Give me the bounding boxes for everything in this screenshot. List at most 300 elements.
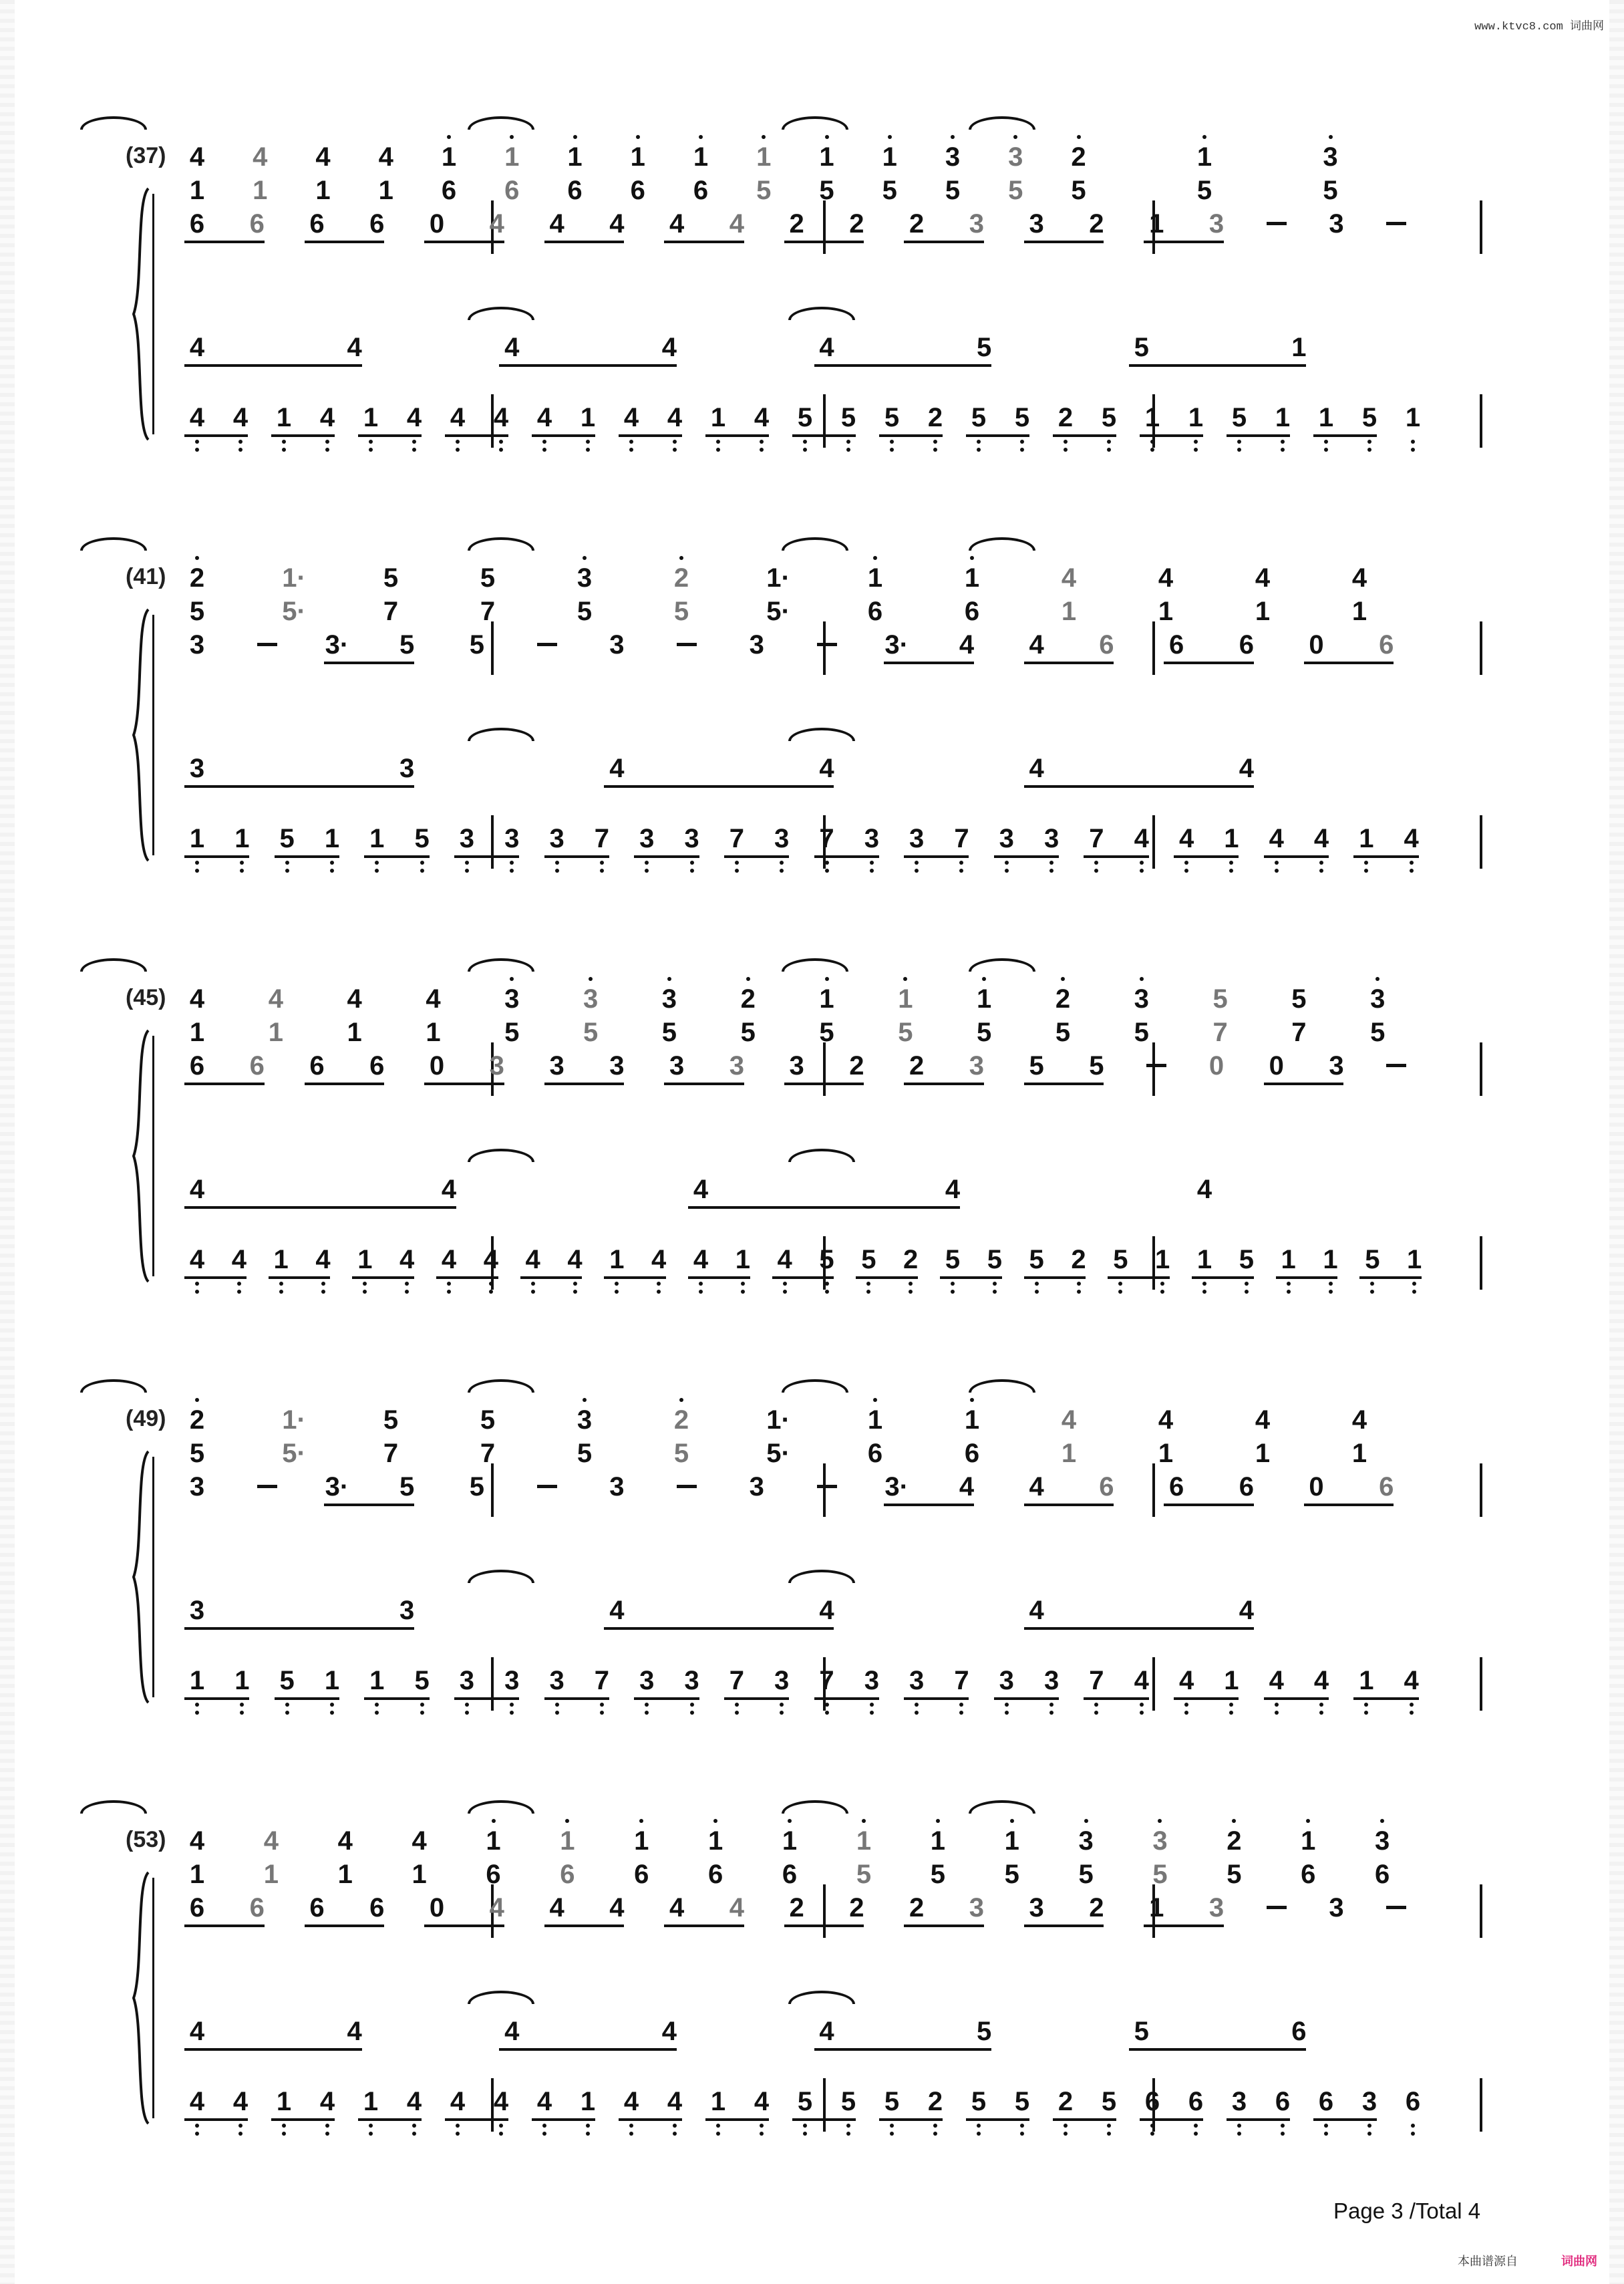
eighth-beam [358,434,422,437]
octave-dot [369,2124,373,2128]
octave-dot [970,556,974,560]
octave-dot [195,2124,199,2128]
octave-dot [716,448,720,452]
tie-slur [969,958,1035,972]
octave-dot [936,1819,940,1823]
footer-source-text: 本曲谱源自 [1457,2255,1518,2268]
eighth-beam [904,1083,984,1085]
eighth-beam [1024,1924,1104,1927]
octave-dot [803,2132,807,2136]
octave-dot [982,977,986,981]
octave-dot [237,1282,241,1286]
octave-dot [412,448,416,452]
note: 6 [1405,2087,1421,2116]
eighth-beam [275,855,339,858]
note: 6 [964,1439,980,1468]
note: 7 [1212,1018,1228,1047]
note: 3 [189,1596,205,1625]
note: 4 [504,2017,520,2046]
note: 7 [819,824,834,853]
octave-dot [465,861,469,865]
octave-dot [890,440,894,444]
barline-upper [1480,1042,1482,1096]
octave-dot [825,1711,829,1715]
octave-dot [1064,448,1068,452]
octave-dot [510,977,514,981]
note: 4 [1178,1666,1194,1695]
note: 5 [1089,1051,1104,1081]
note: 3 [583,984,599,1014]
octave-dot [555,869,559,873]
eighth-beam [814,364,992,367]
note: 4 [189,1826,205,1856]
note: 5 [882,176,897,205]
note: 3 [639,824,655,853]
octave-dot [1158,1819,1162,1823]
tie-slur [782,1800,848,1814]
note: 5· [766,1439,790,1468]
octave-dot [1020,448,1024,452]
eighth-beam [904,1697,969,1700]
octave-dot [510,869,514,873]
note: 5 [1361,403,1377,432]
eighth-beam [1024,1627,1254,1630]
eighth-beam [184,2048,362,2051]
octave-dot [1184,869,1188,873]
note: 4 [525,1245,540,1274]
note: 1 [273,1245,289,1274]
octave-dot [1160,1282,1164,1286]
octave-dot [1275,1711,1279,1715]
note: 1 [1155,1245,1170,1274]
sustain-dash [1146,1064,1166,1067]
octave-dot [846,448,850,452]
note: 5 [1014,2087,1030,2116]
note: 4 [319,403,335,432]
octave-dot [1035,1290,1039,1294]
barline-lower [1480,815,1482,869]
note: 1 [580,403,596,432]
octave-dot [1005,1711,1009,1715]
note: 6 [1374,1860,1390,1889]
note: 3 [609,1051,625,1081]
eighth-beam [604,1276,666,1279]
note: 5 [383,1405,399,1435]
octave-dot [1281,2132,1285,2136]
note: 1 [1351,597,1367,626]
tie-slur [788,1149,855,1162]
tie-slur [782,1379,848,1393]
note: 4 [1351,563,1367,593]
eighth-beam [1108,1276,1170,1279]
octave-dot [195,1282,199,1286]
octave-dot [1275,861,1279,865]
octave-dot [780,869,784,873]
octave-dot [1232,1819,1236,1823]
octave-dot [1364,861,1368,865]
eighth-beam [1359,1276,1422,1279]
octave-dot [237,1290,241,1294]
octave-dot [195,1711,199,1715]
octave-dot [1194,440,1198,444]
octave-dot [285,861,289,865]
octave-dot [1306,1819,1310,1823]
octave-dot [873,556,877,560]
octave-dot [741,1290,745,1294]
note: 4 [1134,824,1149,853]
eighth-beam [532,434,595,437]
octave-dot [1229,1711,1233,1715]
note: 1 [710,403,726,432]
tie-slur [468,1570,534,1583]
note: 5 [279,824,295,853]
octave-dot [1077,1290,1081,1294]
eighth-beam [1024,241,1104,243]
octave-dot [447,1290,451,1294]
note: 5 [977,1018,992,1047]
note: 3 [189,754,205,783]
octave-dot [1329,1290,1333,1294]
note: 4 [347,333,362,362]
octave-dot [870,1711,874,1715]
note: 7 [1089,824,1104,853]
note: 5 [189,1439,205,1468]
note: 4 [609,1596,625,1625]
note: 4 [693,1245,709,1274]
octave-dot [825,1282,829,1286]
note: 4 [729,209,744,239]
octave-dot [1077,1282,1081,1286]
octave-dot [510,1711,514,1715]
note: 4 [189,1245,205,1274]
note: 5 [577,1439,593,1468]
octave-dot [238,440,242,444]
octave-dot [1118,1290,1122,1294]
eighth-beam [634,855,699,858]
octave-dot [1412,1282,1416,1286]
eighth-beam [814,855,879,858]
octave-dot [489,1290,493,1294]
tie-slur [969,116,1035,130]
octave-dot [195,440,199,444]
note: 5 [740,1018,756,1047]
note: 1 [357,1245,373,1274]
note: 1 [693,142,709,172]
note: 3 [1029,209,1044,239]
note: 1 [315,176,331,205]
note: 6 [1168,630,1184,660]
note: 4 [441,1245,457,1274]
page-indicator: Page 3 /Total 4 [1333,2198,1481,2223]
octave-dot [282,448,286,452]
note: 2 [849,209,864,239]
eighth-beam [1140,2118,1203,2121]
note: 4 [536,403,552,432]
eighth-beam [619,2118,682,2121]
eighth-beam [271,434,335,437]
octave-dot [1380,1819,1384,1823]
octave-dot [375,861,379,865]
octave-dot [238,448,242,452]
note: 5 [977,2017,992,2046]
sustain-dash [1386,1064,1406,1067]
note: 4 [406,403,422,432]
octave-dot [1411,448,1415,452]
octave-dot [760,2132,764,2136]
octave-dot [735,1711,739,1715]
note: 5 [1370,1018,1386,1047]
note: 3 [189,630,205,660]
note: 1 [1061,1439,1077,1468]
note: 5 [1071,176,1086,205]
octave-dot [993,1282,997,1286]
octave-dot [1107,448,1111,452]
octave-dot [555,1703,559,1707]
barline-upper [823,1463,826,1517]
note: 0 [429,1051,445,1081]
eighth-beam [994,1697,1059,1700]
note: 4 [426,984,441,1014]
eighth-beam [184,1697,249,1700]
note: 1 [347,1018,362,1047]
eighth-beam [1353,1697,1418,1700]
barline-lower [1480,1657,1482,1711]
eighth-beam [1304,1504,1394,1506]
note: 2 [1058,403,1074,432]
note: 4 [483,1245,498,1274]
grand-staff-brace [131,608,151,865]
note: 1 [964,563,980,593]
note: 1 [882,142,897,172]
eighth-beam [884,662,974,664]
eighth-beam [814,2048,992,2051]
note: 5 [1101,403,1117,432]
note: 4 [189,333,205,362]
note: 6 [1318,2087,1334,2116]
note: 3 [459,824,475,853]
eighth-beam [184,1627,414,1630]
octave-dot [862,1819,866,1823]
octave-dot [1107,2124,1111,2128]
octave-dot [456,440,460,444]
eighth-beam [1024,1083,1104,1085]
note: 3 [1029,1893,1044,1922]
note: 3 [609,630,625,660]
octave-dot [890,2124,894,2128]
eighth-beam [1084,1697,1148,1700]
octave-dot [760,2124,764,2128]
barline-upper [1152,1042,1155,1096]
eighth-beam [1174,855,1239,858]
note: 0 [1309,1472,1324,1502]
octave-dot [1281,440,1285,444]
system-start-line [152,1036,154,1276]
note: 4 [661,2017,677,2046]
octave-dot [321,1290,325,1294]
system-start-line [152,1878,154,2118]
note: 5 [1055,1018,1071,1047]
octave-dot [1107,2132,1111,2136]
octave-dot [615,1282,619,1286]
octave-dot [803,440,807,444]
octave-dot [1411,440,1415,444]
eighth-beam [499,364,677,367]
note: 5 [1227,1860,1242,1889]
octave-dot [1319,869,1323,873]
eighth-beam [1264,1083,1344,1085]
octave-dot [195,1703,199,1707]
octave-dot [1364,1703,1368,1707]
octave-dot [629,2132,633,2136]
eighth-beam [1129,2048,1307,2051]
note: 7 [954,1666,969,1695]
note: 4 [263,1826,279,1856]
octave-dot [825,861,829,865]
eighth-beam [184,1276,247,1279]
note: 3 [749,630,764,660]
note: 3 [661,984,677,1014]
note: 1 [1158,597,1174,626]
octave-dot [412,2132,416,2136]
note: 7 [383,1439,399,1468]
octave-dot [780,861,784,865]
note: 5 [987,1245,1002,1274]
note: 2 [1071,1245,1086,1274]
eighth-beam [184,241,265,243]
octave-dot [1319,1703,1323,1707]
note: 3 [969,1051,985,1081]
octave-dot [933,440,937,444]
note: 4 [189,2017,205,2046]
note: 6 [1144,2087,1160,2116]
octave-dot [1275,869,1279,873]
tie-slur [788,1991,855,2004]
octave-dot [1140,861,1144,865]
note: 6 [309,209,325,239]
sustain-dash [1386,1906,1406,1909]
note: 4 [232,403,249,432]
footer-logo: 词曲网 [1561,2255,1597,2268]
eighth-beam [184,1083,265,1085]
octave-dot [1287,1290,1291,1294]
eighth-beam [544,1924,625,1927]
octave-dot [238,2132,242,2136]
note: 6 [486,1860,501,1889]
eighth-beam [305,1924,385,1927]
note: 5 [1239,1245,1254,1274]
octave-dot [1367,2124,1371,2128]
note: 6 [189,1051,205,1081]
note: 4 [347,984,362,1014]
system-5 [0,1804,1624,2178]
note: 5 [661,1018,677,1047]
eighth-beam [1164,1504,1254,1506]
octave-dot [690,1703,694,1707]
octave-dot [1094,861,1098,865]
note: 1 [856,1826,872,1856]
note: 3 [774,824,790,853]
octave-dot [1049,861,1053,865]
octave-dot [583,556,587,560]
octave-dot [1324,2124,1328,2128]
octave-dot [645,869,649,873]
octave-dot [489,1282,493,1286]
octave-dot [195,861,199,865]
measure-number: (45) [126,985,166,1010]
octave-dot [195,448,199,452]
eighth-beam [688,1276,750,1279]
note: 0 [1269,1051,1284,1081]
note: 3 [489,1051,504,1081]
note: 1 [234,824,250,853]
octave-dot [1202,1290,1206,1294]
system-start-line [152,1457,154,1697]
note: 5 [1101,2087,1117,2116]
note: 7 [480,1439,496,1468]
octave-dot [1160,1290,1164,1294]
grand-staff-brace [131,1029,151,1286]
octave-dot [321,1282,325,1286]
octave-dot [195,1290,199,1294]
eighth-beam [1144,241,1224,243]
octave-dot [510,1703,514,1707]
note: 1 [634,1826,649,1856]
barline-upper [823,200,826,254]
note: 3 [1043,824,1060,853]
note: 2 [903,1245,919,1274]
sustain-dash [257,1485,277,1488]
sustain-dash [817,643,837,646]
octave-dot [699,1290,703,1294]
octave-dot [195,556,199,560]
note: 4 [504,333,520,362]
note: 5 [279,1666,295,1695]
octave-dot [465,1711,469,1715]
octave-dot [679,556,683,560]
note: 3 [864,824,879,853]
note: 6 [249,1051,265,1081]
note: 4 [412,1826,427,1856]
note: 1 [819,984,834,1014]
note: 4 [729,1893,744,1922]
octave-dot [1064,2132,1068,2136]
note: 1 [1323,1245,1338,1274]
octave-dot [282,2124,286,2128]
note: 7 [1089,1666,1104,1695]
octave-dot [690,869,694,873]
tie-slur [468,1800,534,1814]
eighth-beam [424,1083,504,1085]
barline-upper [823,621,826,675]
sustain-dash [677,643,697,646]
note: 3 [864,1666,879,1695]
note: 3 [1152,1826,1168,1856]
octave-dot [1005,861,1009,865]
note: 1 [1318,403,1334,432]
octave-dot [629,2124,633,2128]
octave-dot [909,1282,913,1286]
octave-dot [760,440,764,444]
octave-dot [1194,2124,1198,2128]
octave-dot [993,1290,997,1294]
note: 4 [1061,563,1077,593]
octave-dot [959,1711,963,1715]
octave-dot [933,2124,937,2128]
octave-dot [1410,869,1414,873]
octave-dot [1184,861,1188,865]
eighth-beam [184,785,414,788]
tie-slur [468,1379,534,1393]
